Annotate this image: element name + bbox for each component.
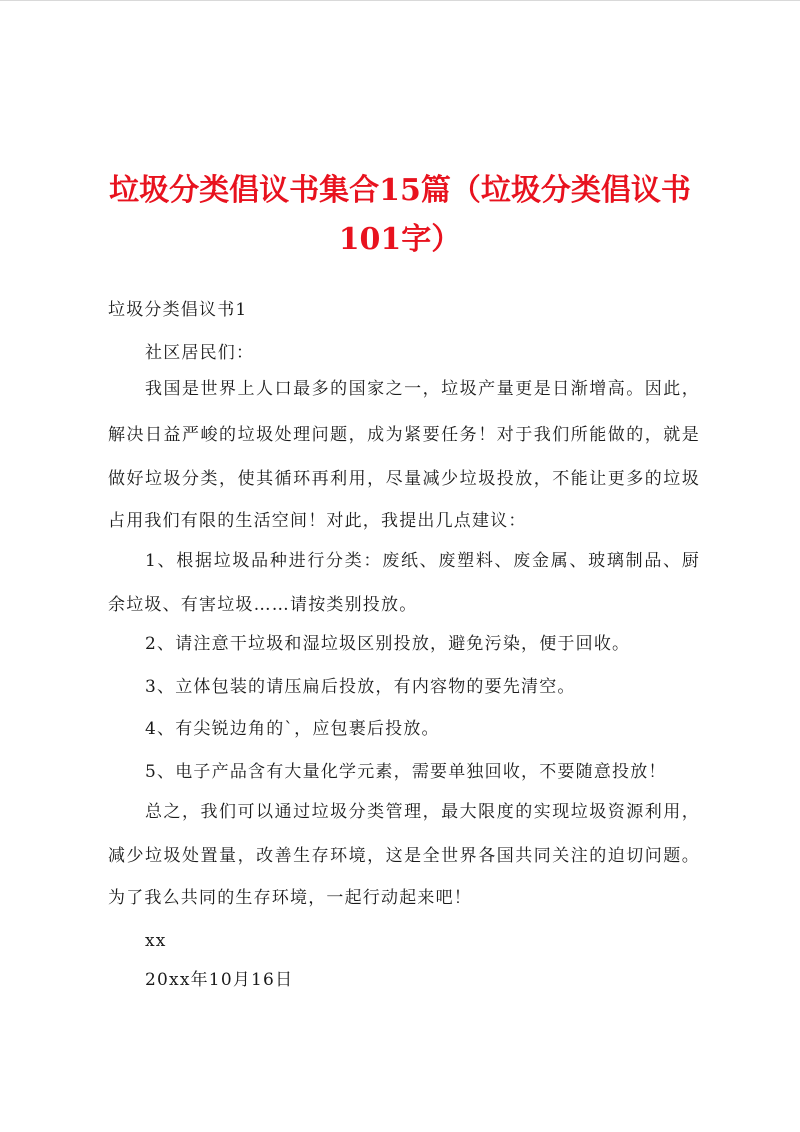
suggestion-5: 5、电子产品含有大量化学元素，需要单独回收，不要随意投放！: [145, 762, 667, 782]
conclusion-line: 总之，我们可以通过垃圾分类管理，最大限度的实现垃圾资源利用，: [145, 802, 700, 822]
suggestion-4: 4、有尖锐边角的`，应包裹后投放。: [145, 719, 440, 739]
document-title-line-2: 101字）: [338, 222, 462, 257]
section-heading: 垃圾分类倡议书1: [108, 300, 248, 320]
page-top-border: [0, 0, 800, 1]
date: 20xx年10月16日: [145, 970, 294, 990]
suggestion-3: 3、立体包装的请压扁后投放，有内容物的要先清空。: [145, 677, 576, 697]
document-title-line-1: 垃圾分类倡议书集合15篇（垃圾分类倡议书: [109, 173, 691, 208]
conclusion-line: 为了我么共同的生存环境，一起行动起来吧！: [108, 888, 472, 908]
paragraph1-line: 解决日益严峻的垃圾处理问题，成为紧要任务！对于我们所能做的，就是: [108, 425, 700, 445]
paragraph1-line: 做好垃圾分类，使其循环再利用，尽量减少垃圾投放，不能让更多的垃圾: [108, 469, 700, 489]
suggestion-1-line: 余垃圾、有害垃圾……请按类别投放。: [108, 595, 418, 615]
signature: xx: [145, 931, 167, 951]
conclusion-line: 减少垃圾处置量，改善生存环境，这是全世界各国共同关注的迫切问题。: [108, 846, 700, 866]
suggestion-1-line: 1、根据垃圾品种进行分类：废纸、废塑料、废金属、玻璃制品、厨: [145, 551, 700, 571]
suggestion-2: 2、请注意干垃圾和湿垃圾区别投放，避免污染，便于回收。: [145, 634, 631, 654]
paragraph1-line: 我国是世界上人口最多的国家之一，垃圾产量更是日渐增高。因此，: [145, 379, 700, 399]
paragraph1-line: 占用我们有限的生活空间！对此，我提出几点建议：: [108, 511, 527, 531]
salutation: 社区居民们：: [145, 343, 255, 363]
